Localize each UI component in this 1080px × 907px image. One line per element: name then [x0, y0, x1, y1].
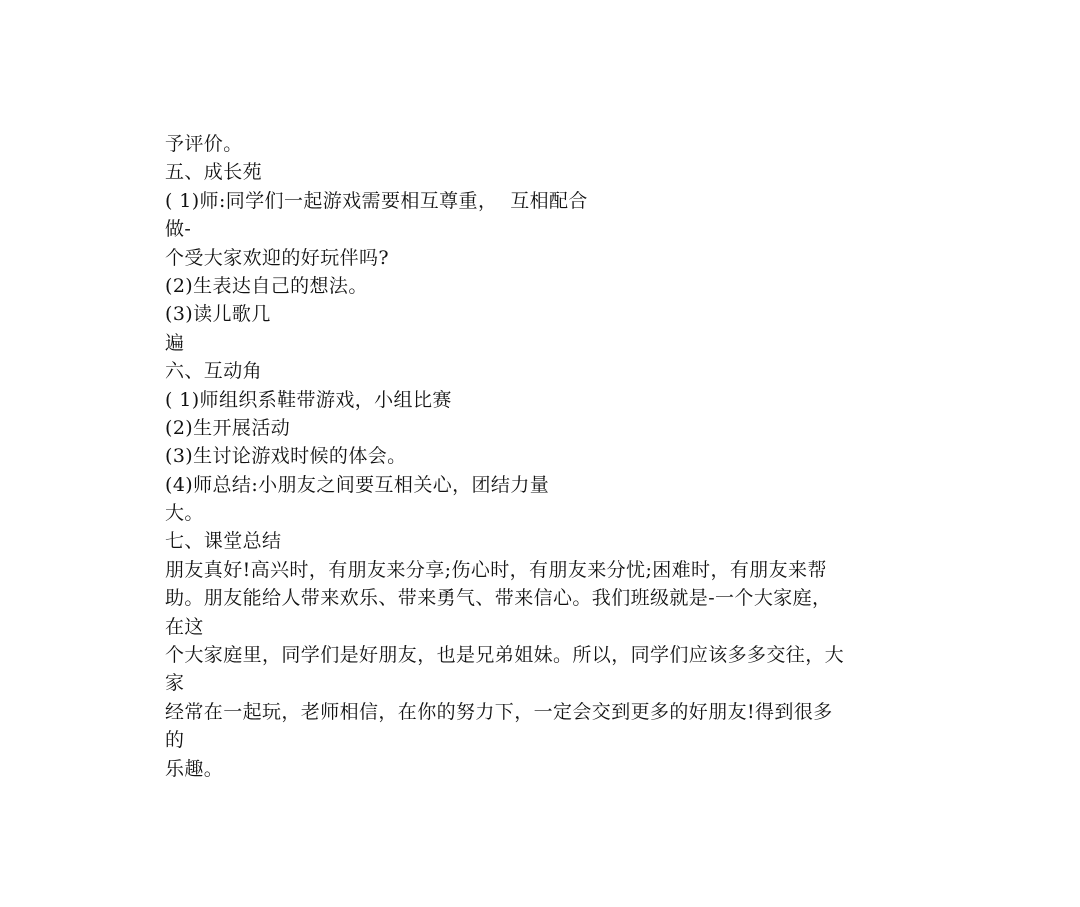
text-line: 予评价。	[165, 133, 243, 155]
text-line: 的	[165, 729, 185, 752]
text-line: 家	[165, 672, 185, 695]
text-line: 个大家庭里，同学们是好朋友，也是兄弟姐妹。所以，同学们应该多多交往，大	[165, 644, 845, 667]
section-heading: 六、互动角	[165, 360, 263, 383]
text-line: (2)生表达自己的想法。	[165, 274, 368, 297]
text-line: 大。	[165, 502, 204, 525]
text-line: 乐趣。	[165, 757, 224, 780]
text-line: 做-	[165, 218, 192, 241]
text-line: (3)读儿歌几	[165, 303, 271, 326]
section-heading: 五、成长苑	[165, 161, 263, 184]
text-line: 经常在一起玩，老师相信，在你的努力下，一定会交到更多的好朋友!得到很多	[165, 700, 833, 723]
text-line: 朋友真好!高兴时，有朋友来分享;伤心时，有朋友来分忧;困难时，有朋友来帮	[165, 558, 827, 581]
text-line: (3)生讨论游戏时候的体会。	[165, 445, 407, 468]
text-line: ( 1)师:同学们一起游戏需要相互尊重， 互相配合	[165, 189, 588, 212]
text-line: 助。朋友能给人带来欢乐、带来勇气、带来信心。我们班级就是-一个大家庭，	[165, 587, 832, 610]
text-line: ( 1)师组织系鞋带游戏，小组比赛	[165, 388, 452, 411]
text-line: 遍	[165, 331, 185, 354]
text-line: (2)生开展活动	[165, 416, 291, 439]
text-line: (4)师总结:小朋友之间要互相关心，团结力量	[165, 473, 550, 496]
text-line: 个受大家欢迎的好玩伴吗?	[165, 246, 389, 269]
text-line: 在这	[165, 615, 204, 638]
section-heading: 七、课堂总结	[165, 530, 282, 553]
document-body	[165, 130, 925, 783]
